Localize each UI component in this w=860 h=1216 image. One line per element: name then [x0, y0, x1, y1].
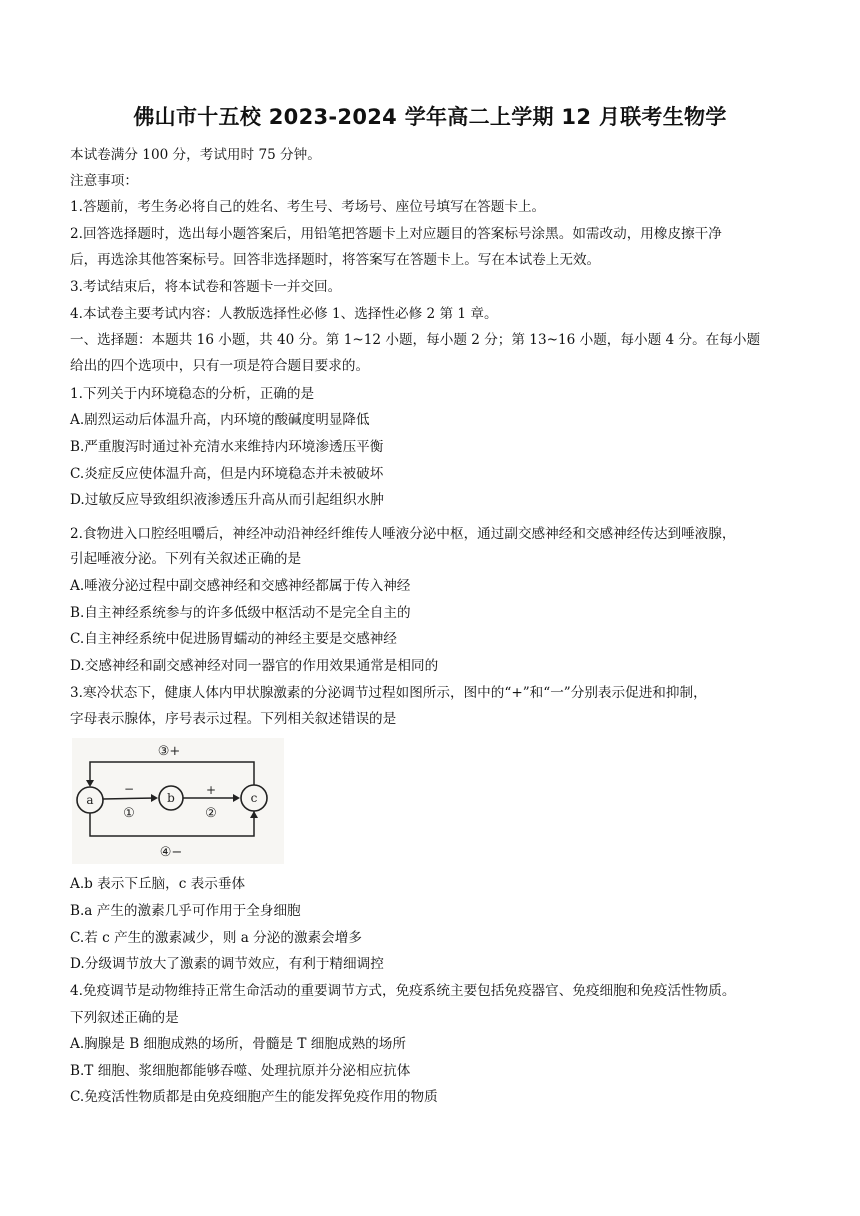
process-1-label: ①	[123, 806, 135, 821]
question-3-stem-b: 字母表示腺体，序号表示过程。下列相关叙述错误的是	[70, 711, 397, 727]
question-3-option-d: D.分级调节放大了激素的调节效应，有利于精细调控	[70, 956, 384, 972]
section-heading-b: 给出的四个选项中，只有一项是符合题目要求的。	[70, 358, 370, 374]
text-line-notice-heading: 注意事项：	[70, 173, 138, 189]
question-4-option-b: B.T 细胞、浆细胞都能够吞噬、处理抗原并分泌相应抗体	[70, 1063, 411, 1079]
question-4-option-a: A.胸腺是 B 细胞成熟的场所，骨髓是 T 细胞成熟的场所	[70, 1036, 406, 1052]
text-line-notice-2b: 后，再选涂其他答案标号。回答非选择题时，将答案写在答题卡上。写在本试卷上无效。	[70, 252, 601, 268]
arrow-b-to-c-sign: +	[205, 783, 217, 797]
question-3-stem-a: 3.寒冷状态下，健康人体内甲状腺激素的分泌调节过程如图所示，图中的“+”和“一”分别表示促进和抑制，	[70, 685, 707, 701]
question-3-option-a: A.b 表示下丘脑，c 表示垂体	[70, 876, 246, 892]
loop-3	[90, 762, 254, 785]
question-3-option-c: C.若 c 产生的激素减少，则 a 分泌的激素会增多	[70, 930, 362, 946]
node-b-label: b	[167, 791, 175, 805]
text-line-notice-3: 3.考试结束后，将本试卷和答题卡一并交回。	[70, 279, 342, 295]
question-4-option-c: C.免疫活性物质都是由免疫细胞产生的能发挥免疫作用的物质	[70, 1089, 438, 1105]
process-4-label: ④−	[159, 845, 183, 860]
question-3-option-b: B.a 产生的激素几乎可作用于全身细胞	[70, 903, 301, 919]
arrow-a-to-b-head	[151, 794, 158, 802]
question-2-stem-b: 引起唾液分泌。下列有关叙述正确的是	[70, 551, 302, 567]
question-1-option-a: A.剧烈运动后体温升高，内环境的酸碱度明显降低	[70, 412, 370, 428]
arrow-a-to-b-sign: −	[123, 782, 135, 796]
section-heading-a: 一、选择题：本题共 16 小题，共 40 分。第 1~12 小题，每小题 2 分；第 13~16 小题，每小题 4 分。在每小题	[70, 332, 761, 348]
question-2-option-b: B.自主神经系统参与的许多低级中枢活动不是完全自主的	[70, 605, 411, 621]
loop-3-arrowhead	[86, 780, 94, 787]
question-2-option-c: C.自主神经系统中促进肠胃蠕动的神经主要是交感神经	[70, 631, 397, 647]
question-2-option-d: D.交感神经和副交感神经对同一器官的作用效果通常是相同的	[70, 658, 439, 674]
question-4-stem-a: 4.免疫调节是动物维持正常生命活动的重要调节方式，免疫系统主要包括免疫器官、免疫细胞和免疫活性物质。	[70, 983, 736, 999]
question-1-option-b: B.严重腹泻时通过补充清水来维持内环境渗透压平衡	[70, 439, 384, 455]
text-line-score: 本试卷满分 100 分，考试用时 75 分钟。	[70, 147, 321, 163]
process-3-label: ③+	[157, 744, 181, 759]
question-1-stem: 1.下列关于内环境稳态的分析，正确的是	[70, 386, 315, 402]
question-4-stem-b: 下列叙述正确的是	[70, 1010, 179, 1026]
loop-4	[90, 811, 254, 836]
node-a-label: a	[86, 793, 94, 807]
arrow-b-to-c-head	[233, 794, 240, 802]
process-2-label: ②	[205, 806, 217, 821]
thyroid-regulation-diagram	[72, 738, 284, 864]
question-2-option-a: A.唾液分泌过程中副交感神经和交感神经都属于传入神经	[70, 578, 411, 594]
question-1-option-d: D.过敏反应导致组织液渗透压升高从而引起组织水肿	[70, 492, 384, 508]
text-line-notice-2a: 2.回答选择题时，选出每小题答案后，用铅笔把答题卡上对应题目的答案标号涂黑。如需改动，用橡皮擦干净	[70, 226, 722, 242]
text-line-notice-1: 1.答题前，考生务必将自己的姓名、考生号、考场号、座位号填写在答题卡上。	[70, 199, 546, 215]
question-2-stem-a: 2.食物进入口腔经咀嚼后，神经冲动沿神经纤维传人唾液分泌中枢，通过副交感神经和交感神经传达到唾液腺，	[70, 526, 736, 542]
node-c-label: c	[250, 791, 258, 805]
question-1-option-c: C.炎症反应使体温升高，但是内环境稳态并未被破坏	[70, 466, 384, 482]
document-title: 佛山市十五校 2023-2024 学年高二上学期 12 月联考生物学	[133, 105, 727, 129]
text-line-notice-4: 4.本试卷主要考试内容：人教版选择性必修 1、选择性必修 2 第 1 章。	[70, 306, 498, 322]
loop-4-arrowhead	[250, 811, 258, 818]
arrow-a-to-b	[103, 798, 156, 799]
